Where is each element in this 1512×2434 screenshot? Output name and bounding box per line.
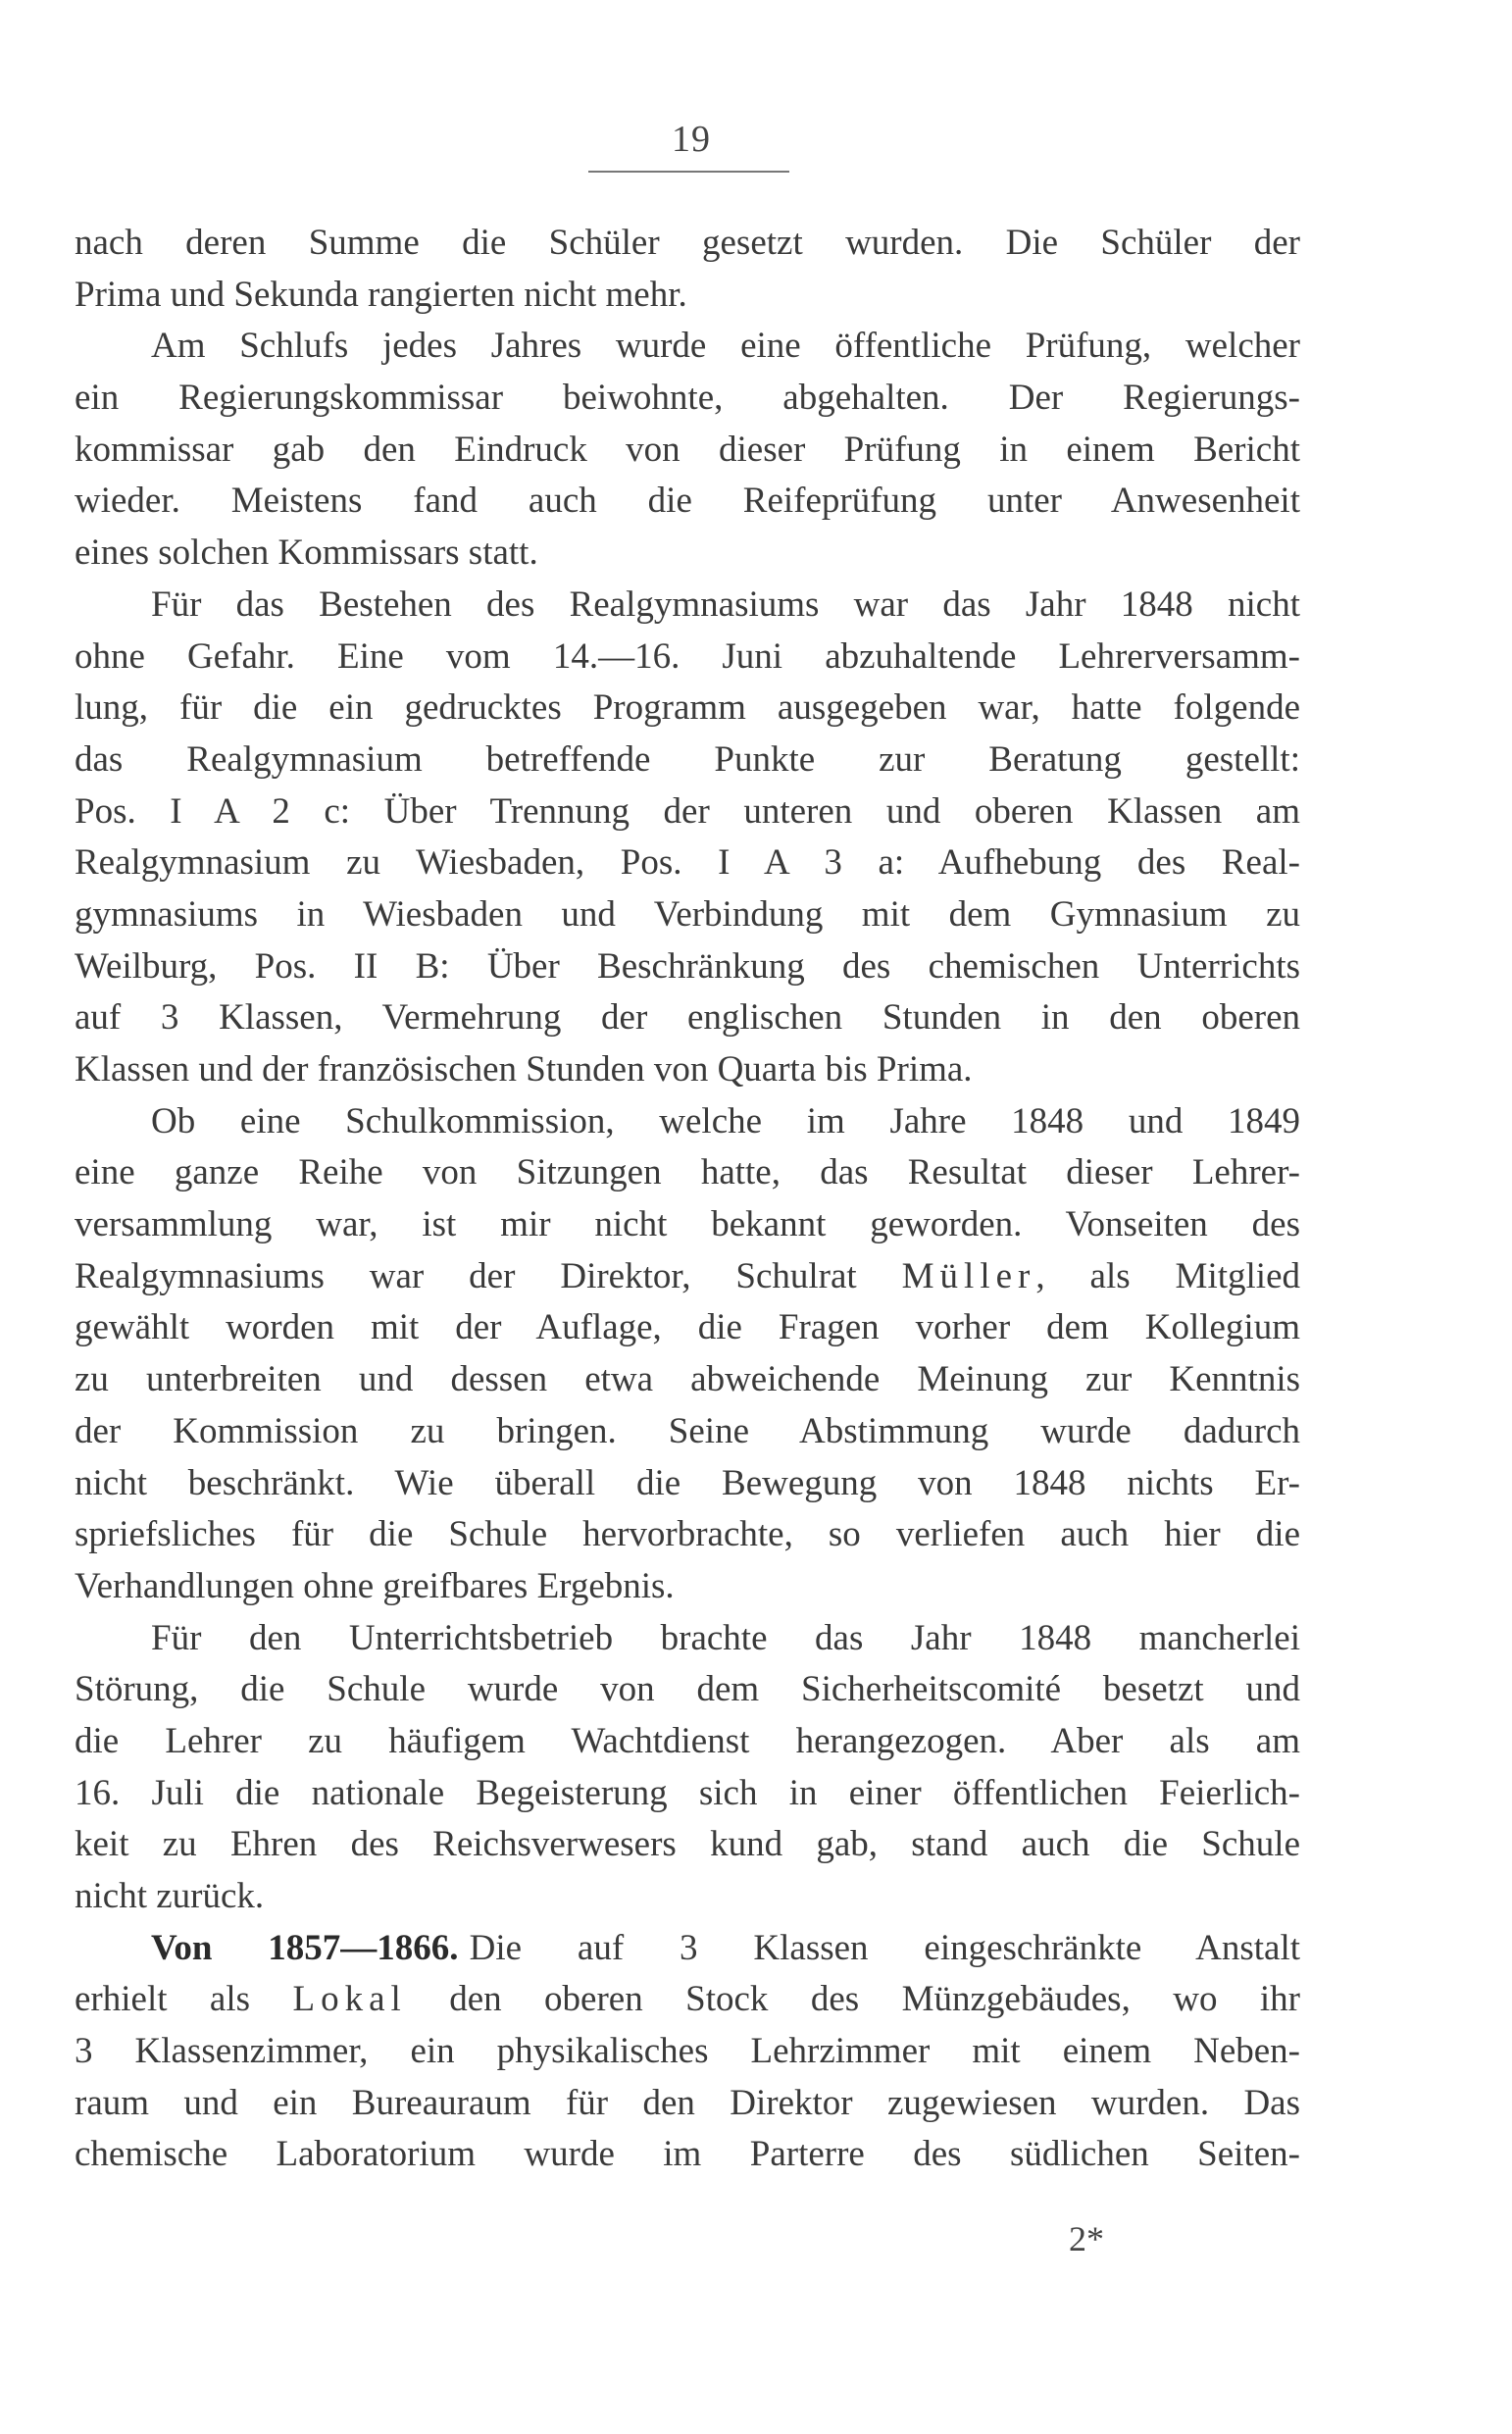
text-line: das Realgymnasium betreffende Punkte zur Beratung gestellt: — [75, 738, 1300, 780]
text-line — [75, 1974, 1300, 2026]
text-line — [75, 1251, 1300, 1303]
text-line: keit zu Ehren des Reichsverwesers kund gab, stand auch die Schule — [75, 1824, 1300, 1865]
text-line: zu unterbreiten und dessen etwa abweichende Meinung zur Kenntnis — [75, 1359, 1300, 1400]
text-line — [75, 1923, 1300, 1975]
text-fragment: Realgymnasiums war der Direktor, Schulrat — [75, 1255, 902, 1296]
text-line: Am Schlufs jedes Jahres wurde eine öffentliche Prüfung, welcher — [151, 326, 1300, 367]
text-line: raum und ein Bureauraum für den Direktor zugewiesen wurden. Das — [75, 2082, 1300, 2123]
text-line: Verhandlungen ohne greifbares Ergebnis. — [75, 1565, 675, 1606]
text-fragment: , als Mitglied — [1035, 1255, 1300, 1296]
text-line: chemische Laboratorium wurde im Parterre des südlichen Seiten- — [75, 2134, 1300, 2175]
text-line: Realgymnasium zu Wiesbaden, Pos. I A 3 a: Aufhebung des Real- — [75, 842, 1300, 884]
text-line: nicht zurück. — [75, 1876, 265, 1916]
text-line: 16. Juli die nationale Begeisterung sich in einer öffentlichen Feierlich- — [75, 1772, 1300, 1813]
text-line: der Kommission zu bringen. Seine Abstimmung wurde dadurch — [75, 1410, 1300, 1451]
text-fragment: Die auf 3 Klassen eingeschränkte Anstalt — [469, 1927, 1300, 1968]
section-heading: Von 1857—1866. — [151, 1927, 459, 1968]
text-line: 3 Klassenzimmer, ein physikalisches Lehrzimmer mit einem Neben- — [75, 2031, 1300, 2072]
name-mueller: Müller — [901, 1255, 1036, 1296]
text-line: gymnasiums in Wiesbaden und Verbindung mit dem Gymnasium zu — [75, 893, 1300, 935]
text-line: gewählt worden mit der Auflage, die Fragen vorher dem Kollegium — [75, 1307, 1300, 1348]
text-line: Für das Bestehen des Realgymnasiums war das Jahr 1848 nicht — [151, 583, 1300, 625]
word-lokal: Lokal — [292, 1979, 407, 2020]
body-text — [75, 218, 1300, 2181]
text-line: versammlung war, ist mir nicht bekannt geworden. Vonseiten des — [75, 1204, 1300, 1245]
text-line: Prima und Sekunda rangierten nicht mehr. — [75, 274, 687, 315]
text-line: nicht beschränkt. Wie überall die Bewegung von 1848 nichts Er- — [75, 1462, 1300, 1503]
text-line: Weilburg, Pos. II B: Über Beschränkung des chemischen Unterrichts — [75, 945, 1300, 987]
text-line: nach deren Summe die Schüler gesetzt wurden. Die Schüler der — [75, 223, 1300, 263]
text-line: Ob eine Schulkommission, welche im Jahre 1848 und 1849 — [151, 1100, 1300, 1141]
text-line: wieder. Meistens fand auch die Reifeprüfung unter Anwesenheit — [75, 481, 1300, 522]
text-line: eine ganze Reihe von Sitzungen hatte, das Resultat dieser Lehrer- — [75, 1152, 1300, 1193]
text-line: ohne Gefahr. Eine vom 14.—16. Juni abzuhaltende Lehrerversamm- — [75, 635, 1300, 677]
text-fragment: erhielt als — [75, 1979, 293, 2020]
text-line: Klassen und der französischen Stunden von Quarta bis Prima. — [75, 1049, 973, 1090]
text-fragment: den oberen Stock des Münzgebäudes, wo ihr — [406, 1979, 1300, 2020]
text-line: Störung, die Schule wurde von dem Sicherheitscomité besetzt und — [75, 1669, 1300, 1710]
signature-mark: 2* — [1069, 2219, 1104, 2258]
text-line: auf 3 Klassen, Vermehrung der englischen Stunden in den oberen — [75, 997, 1300, 1039]
page-number: 19 — [672, 119, 711, 160]
text-line: eines solchen Kommissars statt. — [75, 532, 538, 574]
text-line: lung, für die ein gedrucktes Programm ausgegeben war, hatte folgende — [75, 687, 1300, 729]
text-line: Pos. I A 2 c: Über Trennung der unteren und oberen Klassen am — [75, 790, 1300, 832]
text-line: die Lehrer zu häufigem Wachtdienst herangezogen. Aber als am — [75, 1720, 1300, 1761]
text-line: spriefsliches für die Schule hervorbrachte, so verliefen auch hier die — [75, 1514, 1300, 1555]
header-rule — [588, 171, 789, 173]
text-line: kommissar gab den Eindruck von dieser Prüfung in einem Bericht — [75, 429, 1300, 470]
text-line: Für den Unterrichtsbetrieb brachte das Jahr 1848 mancherlei — [151, 1617, 1300, 1658]
text-line: ein Regierungskommissar beiwohnte, abgehalten. Der Regierungs- — [75, 378, 1300, 419]
